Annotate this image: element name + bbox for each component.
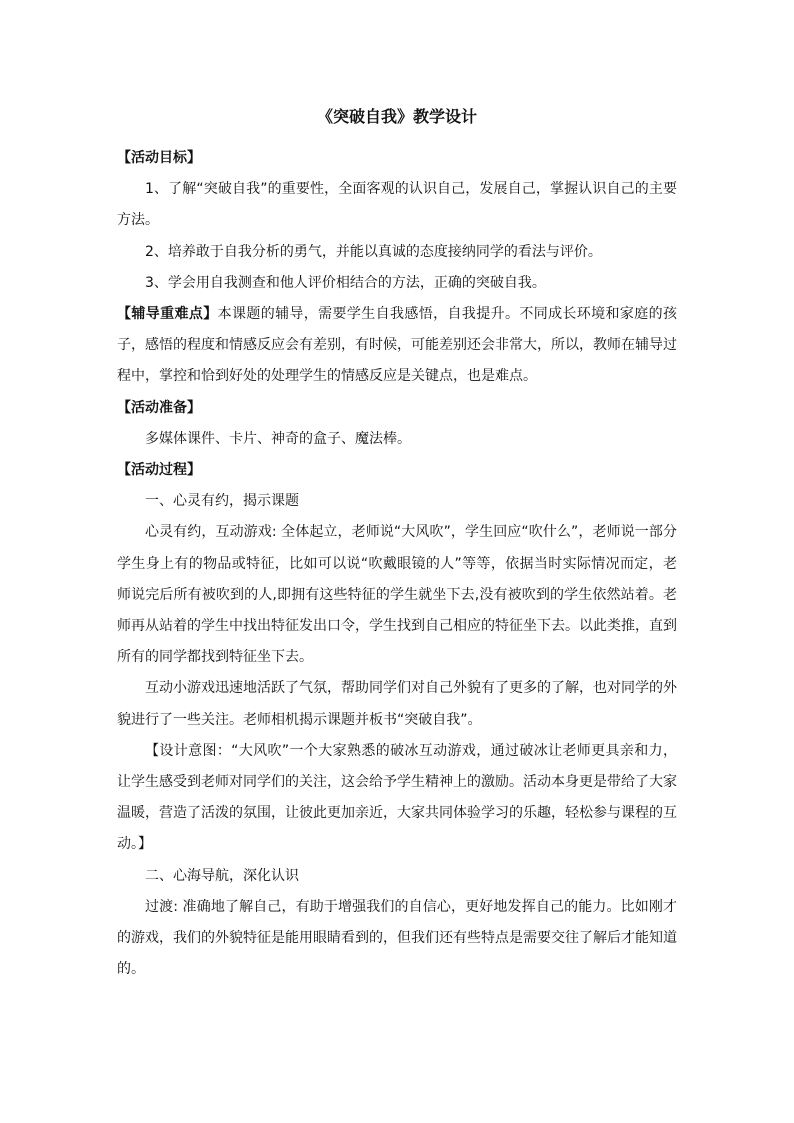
step-1-paragraph-2: 互动小游戏迅速地活跃了气氛，帮助同学们对自己外貌有了更多的了解，也对同学的外貌进行了一些关注。老师相机揭示课题并板书“突破自我”。 [117,680,677,728]
document-body [117,143,677,985]
design-intent-paragraph: 【设计意图：“大风吹”一个大家熟悉的破冰互动游戏，通过破冰让老师更具亲和力，让学生感受到老师对同学们的关注，这会给予学生精神上的激励。活动本身更是带给了大家温暖，营造了活泼的氛围，让彼此更加亲近，大家共同体验学习的乐趣，轻松参与课程的互动。】 [117,742,677,853]
key-points-paragraph [117,299,677,393]
step-2-title: 二、心海导航，深化认识 [145,867,299,884]
goal-item-3: 3、学会用自我测查和他人评价相结合的方法，正确的突破自我。 [145,274,546,291]
document-title: 《突破自我》教学设计 [316,107,477,126]
goals-heading: 【活动目标】 [117,150,201,166]
prep-heading: 【活动准备】 [117,399,201,416]
step-1-paragraph-1: 心灵有约，互动游戏: 全体起立，老师说“大风吹”，学生回应“吹什么”，老师说一部分学生身上有的物品或特征，比如可以说“吹戴眼镜的人”等等，依据当时实际情况而定，老师说完后所有被吹到的人,即拥有这些特征的学生就坐下去,没有被吹到的学生依然站着。老师再从站着的学生中找出特征发出口令，学生找到自己相应的特征坐下去。以此类推，直到所有的同学都找到特征坐下去。 [117,524,677,666]
process-heading: 【活动过程】 [117,462,201,479]
prep-text: 多媒体课件、卡片、神奇的盒子、魔法棒。 [145,430,411,447]
step-2-paragraph-1: 过渡: 准确地了解自己，有助于增强我们的自信心，更好地发挥自己的能力。比如刚才的游戏，我们的外貌特征是能用眼睛看到的，但我们还有些特点是需要交往了解后才能知道的。 [117,898,677,978]
key-points-label: 【辅导重难点】 [117,306,218,323]
goal-item-1: 1、了解“突破自我”的重要性，全面客观的认识自己，发展自己，掌握认识自己的主要方法。 [117,181,677,229]
goal-item-2: 2、培养敢于自我分析的勇气，并能以真诚的态度接纳同学的看法与评价。 [145,243,602,260]
key-points-text: 本课题的辅导，需要学生自我感悟，自我提升。不同成长环境和家庭的孩子，感悟的程度和情感反应会有差别，有时候，可能差别还会非常大，所以，教师在辅导过程中，掌控和恰到好处的处理学生的情感反应是关键点，也是难点。 [117,306,678,385]
step-1-title: 一、心灵有约，揭示课题 [145,493,299,510]
